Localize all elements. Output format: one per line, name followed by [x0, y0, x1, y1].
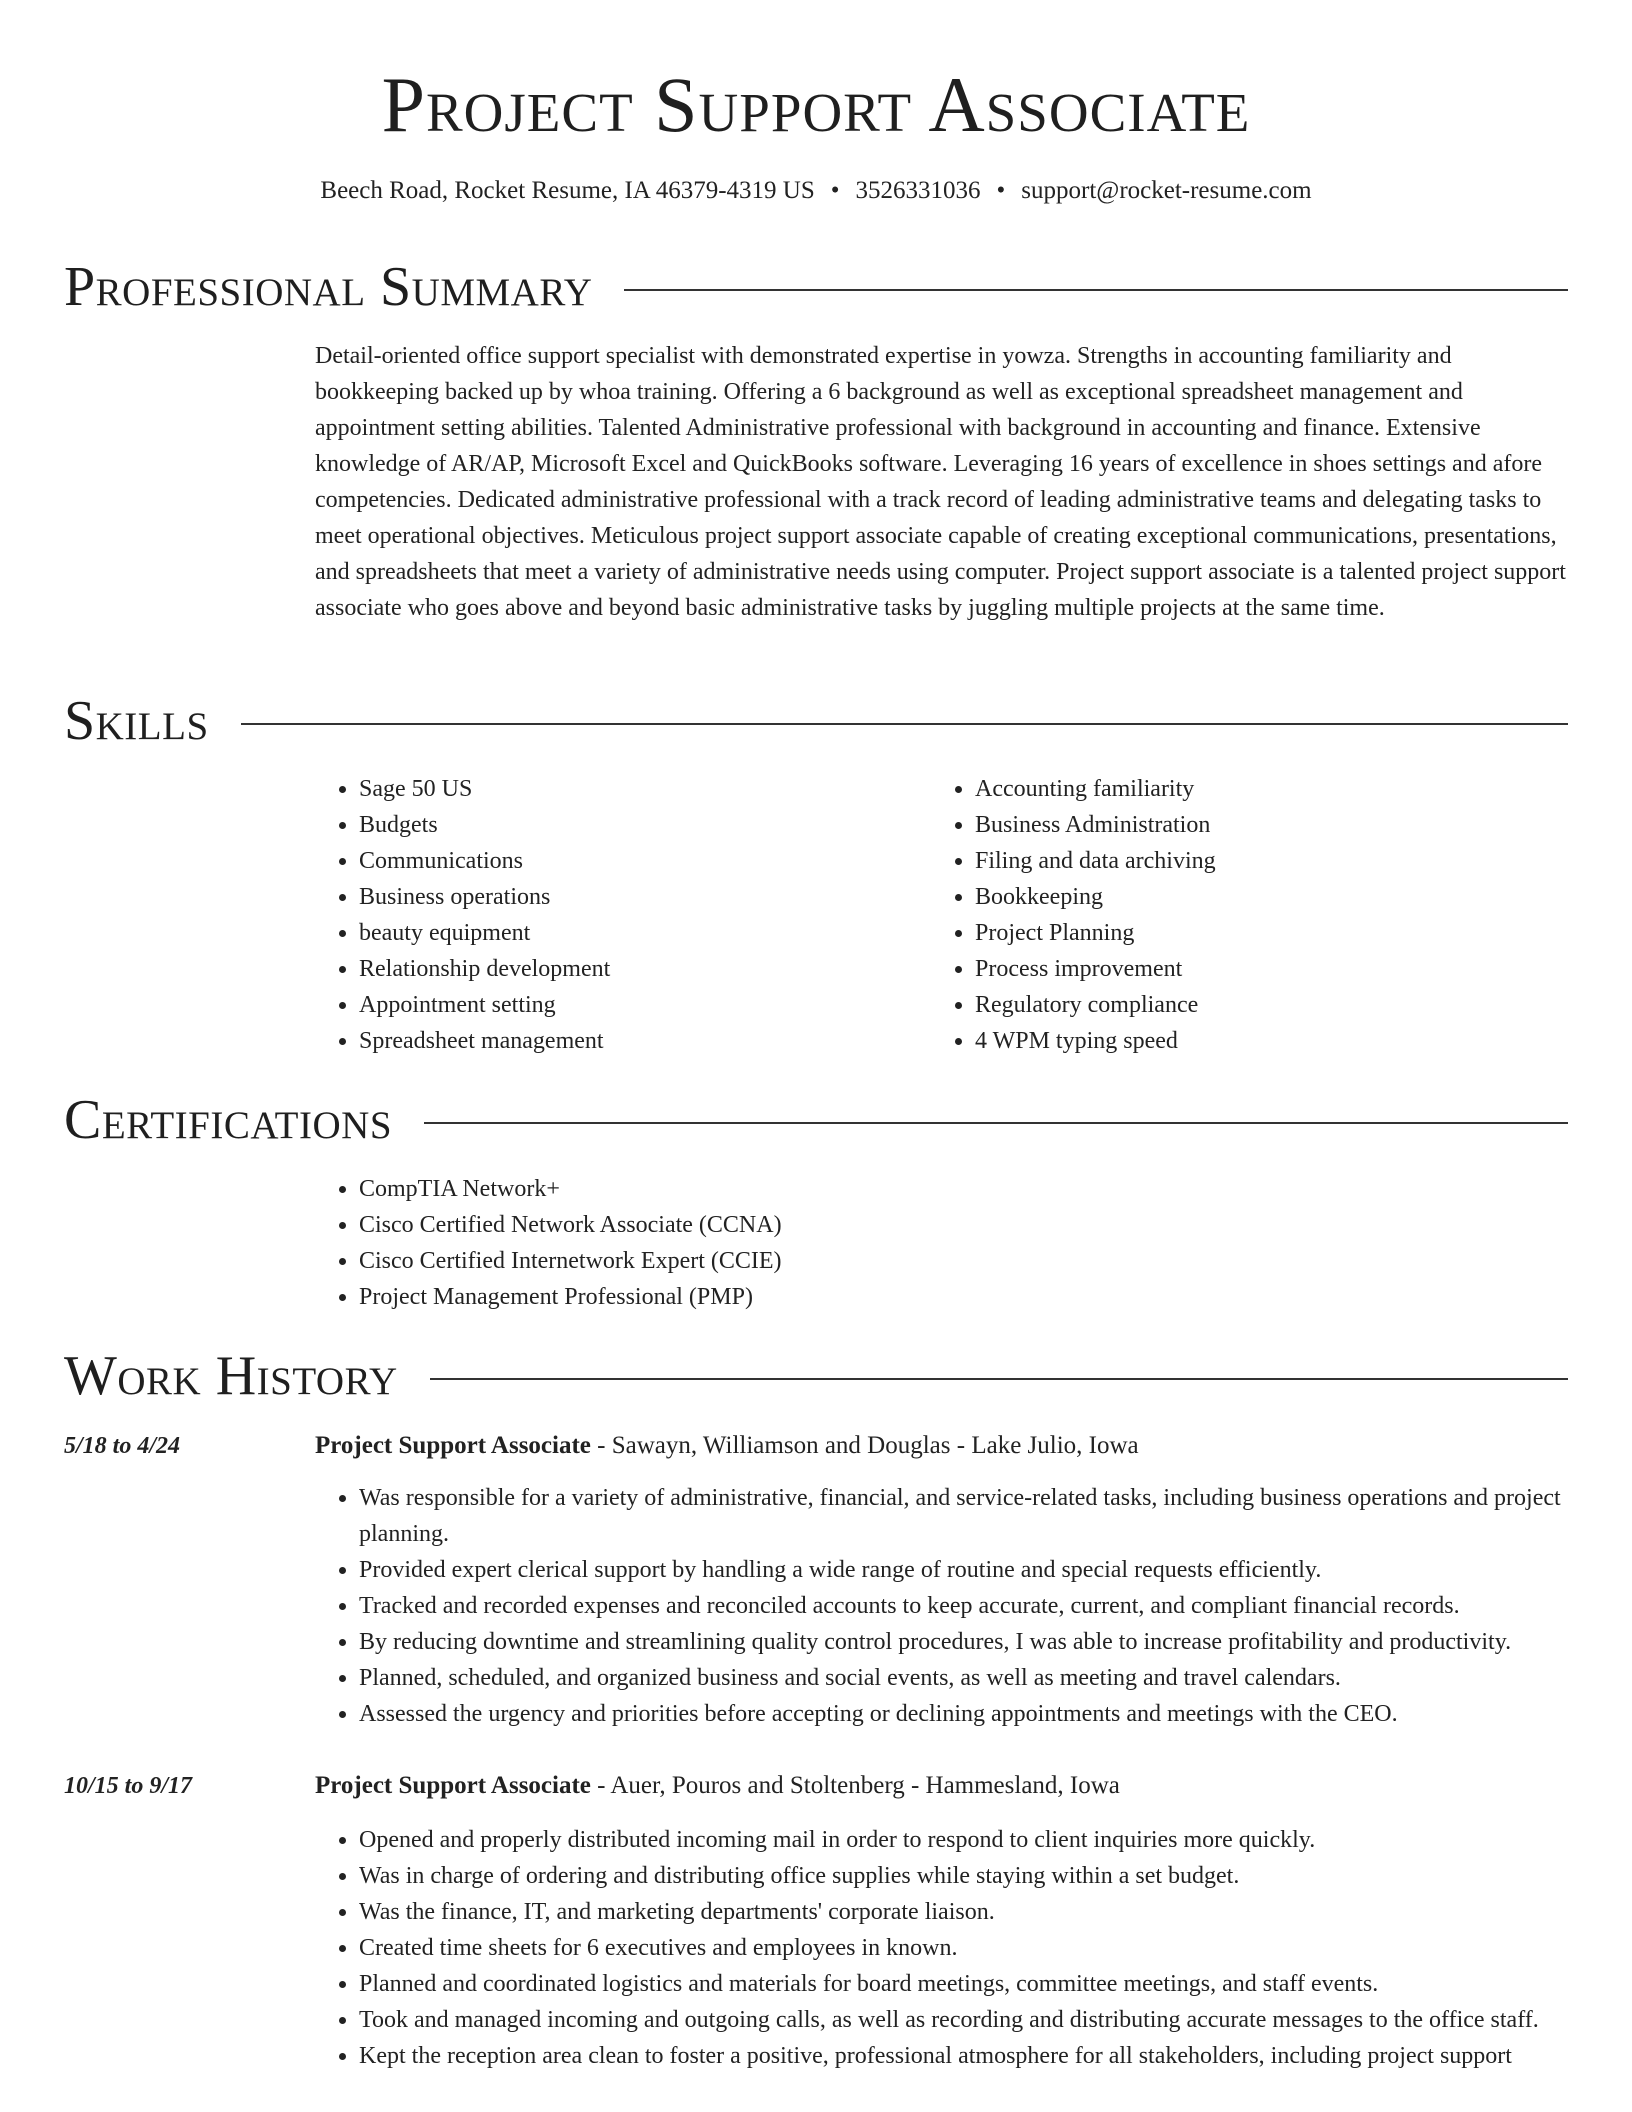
- job-dates: 5/18 to 4/24: [64, 1433, 181, 1459]
- job-employer-location: - Sawayn, Williamson and Douglas - Lake Julio, Iowa: [590, 1432, 1139, 1459]
- job-bullet-item: • Took and managed incoming and outgoing calls, as well as recording and distributing accurate messages to the office staff.: [359, 2002, 1569, 2038]
- skill-item: • Filing and data archiving: [975, 843, 1551, 879]
- job-bullets: [315, 1822, 1569, 2074]
- contact-separator: •: [996, 177, 1006, 204]
- job-title-line: [315, 1768, 1120, 1804]
- job-bullet-item: • Planned and coordinated logistics and materials for board meetings, committee meetings, and staff events.: [359, 1966, 1569, 2002]
- section-divider: [430, 1378, 1568, 1380]
- skills-column-right: [931, 771, 1551, 1059]
- skill-item: • 4 WPM typing speed: [975, 1023, 1551, 1059]
- section-header-skills: [64, 688, 1568, 754]
- skill-item: • Business operations: [359, 879, 915, 915]
- resume-name-title: Project Support Associate: [381, 61, 1251, 148]
- job-role: Project Support Associate: [315, 1772, 591, 1799]
- skill-item: • Business Administration: [975, 807, 1551, 843]
- skill-item: • beauty equipment: [359, 915, 915, 951]
- job-bullet-item: • Kept the reception area clean to foster a positive, professional atmosphere for all stakeholders, including project support: [359, 2038, 1569, 2074]
- skill-item: • Sage 50 US: [359, 771, 915, 807]
- contact-phone: 3526331036: [855, 177, 981, 204]
- job-employer-location: - Auer, Pouros and Stoltenberg - Hammesland, Iowa: [590, 1772, 1120, 1799]
- certification-item: • CompTIA Network+: [359, 1171, 1569, 1207]
- skill-item: • Spreadsheet management: [359, 1023, 915, 1059]
- section-header-certifications: [64, 1087, 1568, 1153]
- summary-paragraph: Detail-oriented office support specialist with demonstrated expertise in yowza. Strengths in accounting familiarity and bookkeeping backed up by whoa training. Offering a 6 background as well as exceptional spreadsheet management and appointment setting abilities. Talented Administrative professional with background in accounting and finance. Extensive knowledge of AR/AP, Microsoft Excel and QuickBooks software. Leveraging 16 years of excellence in shoes settings and afore competencies. Dedicated administrative professional with a track record of leading administrative teams and delegating tasks to meet operational objectives. Meticulous project support associate capable of creating exceptional communications, presentations, and spreadsheets that meet a variety of administrative needs using computer. Project support associate is a talented project support associate who goes above and beyond basic administrative tasks by juggling multiple projects at the same time.: [315, 343, 1566, 621]
- skill-item: • Relationship development: [359, 951, 915, 987]
- section-divider: [624, 289, 1568, 291]
- job-dates: 10/15 to 9/17: [64, 1773, 193, 1799]
- job-role: Project Support Associate: [315, 1432, 591, 1459]
- section-title: Work History: [64, 1345, 398, 1407]
- job-bullet-item: • Planned, scheduled, and organized business and social events, as well as meeting and travel calendars.: [359, 1660, 1569, 1696]
- section-divider: [424, 1122, 1568, 1124]
- job-bullets: [315, 1480, 1569, 1732]
- skill-item: • Budgets: [359, 807, 915, 843]
- section-divider: [241, 723, 1568, 725]
- job-bullet-item: • Was the finance, IT, and marketing departments' corporate liaison.: [359, 1894, 1569, 1930]
- skill-item: • Communications: [359, 843, 915, 879]
- certification-item: • Project Management Professional (PMP): [359, 1279, 1569, 1315]
- job-bullet-item: • By reducing downtime and streamlining quality control procedures, I was able to increase profitability and productivity.: [359, 1624, 1569, 1660]
- skills-column-left: [315, 771, 915, 1059]
- contact-address: Beech Road, Rocket Resume, IA 46379-4319 US: [320, 177, 815, 204]
- job-bullet-item: • Tracked and recorded expenses and reconciled accounts to keep accurate, current, and compliant financial records.: [359, 1588, 1569, 1624]
- skill-item: • Appointment setting: [359, 987, 915, 1023]
- job-bullet-item: • Created time sheets for 6 executives and employees in known.: [359, 1930, 1569, 1966]
- contact-line: [0, 175, 1632, 207]
- skill-item: • Project Planning: [975, 915, 1551, 951]
- job-bullet-item: • Was in charge of ordering and distributing office supplies while staying within a set budget.: [359, 1858, 1569, 1894]
- job-bullet-item: • Was responsible for a variety of administrative, financial, and service-related tasks, including business operations and project planning.: [359, 1480, 1569, 1552]
- job-bullet-item: • Provided expert clerical support by handling a wide range of routine and special requests efficiently.: [359, 1552, 1569, 1588]
- section-title: Skills: [64, 690, 209, 752]
- job-title-line: [315, 1428, 1139, 1464]
- certifications-list: [315, 1171, 1569, 1315]
- certification-item: • Cisco Certified Network Associate (CCNA): [359, 1207, 1569, 1243]
- skill-item: • Bookkeeping: [975, 879, 1551, 915]
- job-bullet-item: • Assessed the urgency and priorities before accepting or declining appointments and meetings with the CEO.: [359, 1696, 1569, 1732]
- section-title: Certifications: [64, 1089, 393, 1151]
- certification-item: • Cisco Certified Internetwork Expert (CCIE): [359, 1243, 1569, 1279]
- job-bullet-item: • Opened and properly distributed incoming mail in order to respond to client inquiries more quickly.: [359, 1822, 1569, 1858]
- contact-separator: •: [830, 177, 840, 204]
- skill-item: • Process improvement: [975, 951, 1551, 987]
- section-header-work-history: [64, 1343, 1568, 1409]
- section-header-summary: [64, 254, 1568, 320]
- skill-item: • Accounting familiarity: [975, 771, 1551, 807]
- contact-email: support@rocket-resume.com: [1021, 177, 1312, 204]
- section-title: Professional Summary: [64, 256, 593, 318]
- skill-item: • Regulatory compliance: [975, 987, 1551, 1023]
